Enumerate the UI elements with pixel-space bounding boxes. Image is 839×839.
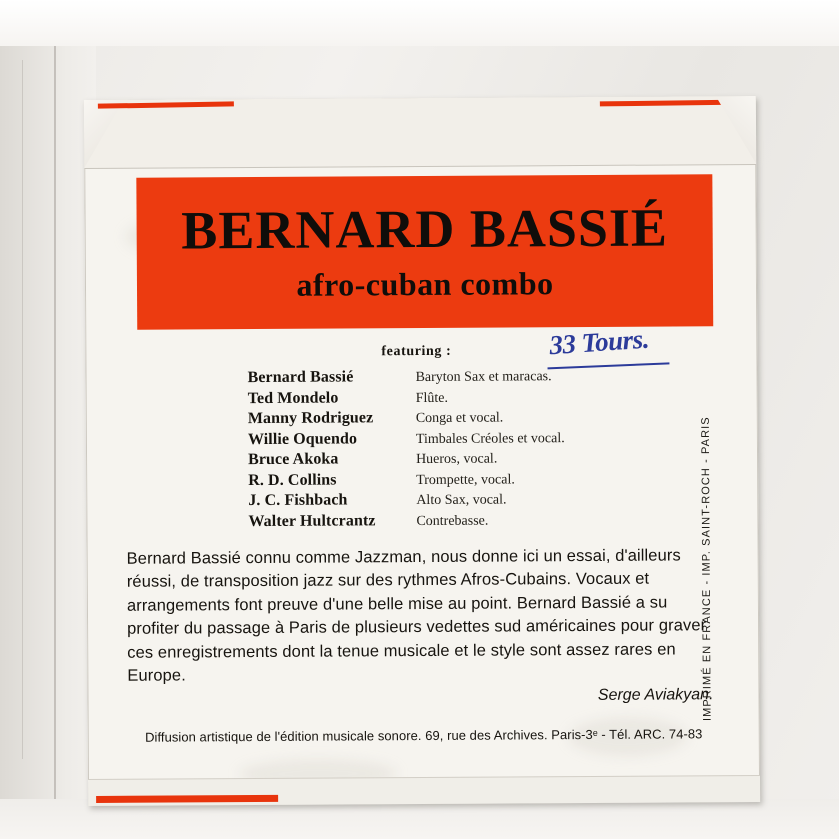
credit-row	[248, 510, 688, 533]
printer-credit: IMPRIMÉ EN FRANCE - IMP. SAINT-ROCH - PARIS	[699, 416, 714, 722]
credit-row	[248, 489, 688, 512]
record-sleeve-back-cover	[84, 96, 760, 806]
credit-role: Timbales Créoles et vocal.	[415, 430, 565, 447]
credit-name: R. D. Collins	[248, 471, 337, 489]
credit-name: Bruce Akoka	[247, 450, 339, 469]
liner-notes-paragraph: Bernard Bassié connu comme Jazzman, nous donne ici un essai, d'ailleurs réussi, de transposition jazz sur des rythmes Afros-Cubains. Vocaux et arrangements font preuve d'une belle mise au point. Bernard Bassié a su profiter du passage à Paris de plusieurs vedettes sud américaines pour graver ces enregistrements dont la tenue musicale et le style sont assez rares en Europe.	[126, 546, 707, 685]
credit-role: Contrebasse.	[416, 513, 489, 529]
sleeve-printed-content	[118, 174, 726, 776]
credit-name: Ted Mondelo	[247, 389, 339, 407]
sleeve-top-flap	[84, 96, 756, 169]
credit-role: Flûte.	[415, 390, 449, 406]
featuring-label: featuring :	[381, 343, 452, 360]
title-banner	[136, 174, 713, 330]
personnel-credits-list	[247, 366, 688, 533]
scan-left-shadow	[0, 0, 96, 839]
handwritten-annotation: 33 Tours.	[548, 323, 650, 361]
credit-row	[247, 366, 687, 389]
scan-crease-line	[54, 0, 56, 839]
flap-red-accent-left	[98, 101, 234, 108]
liner-notes-signature: Serge Aviakyan.	[597, 686, 714, 704]
credit-name: Bernard Bassié	[247, 368, 354, 387]
credit-row	[248, 407, 688, 430]
band-subtitle: afro-cuban combo	[296, 264, 554, 303]
credit-row	[248, 387, 688, 410]
credit-role: Baryton Sax et maracas.	[415, 369, 552, 386]
credit-row	[248, 469, 688, 492]
credit-row	[248, 448, 688, 471]
credit-role: Alto Sax, vocal.	[416, 492, 507, 509]
credit-role: Conga et vocal.	[415, 410, 504, 427]
credit-name: Manny Rodriguez	[247, 409, 374, 428]
flap-red-accent-right	[600, 99, 750, 106]
bottom-red-accent	[96, 795, 278, 803]
scan-top-margin	[0, 0, 839, 46]
credit-role: Trompette, vocal.	[416, 471, 515, 488]
credit-name: Walter Hultcrantz	[248, 511, 376, 530]
credit-name: Willie Oquendo	[247, 429, 358, 448]
scan-secondary-crease-line	[22, 60, 23, 759]
credit-name: J. C. Fishbach	[248, 491, 348, 510]
credit-row	[248, 428, 688, 451]
distribution-line: Diffusion artistique de l'édition musicale sonore. 69, rue des Archives. Paris-3ᵉ - Tél. ARC. 74-83	[145, 726, 703, 745]
artist-title: BERNARD BASSIÉ	[181, 196, 669, 260]
credit-role: Hueros, vocal.	[416, 451, 498, 468]
